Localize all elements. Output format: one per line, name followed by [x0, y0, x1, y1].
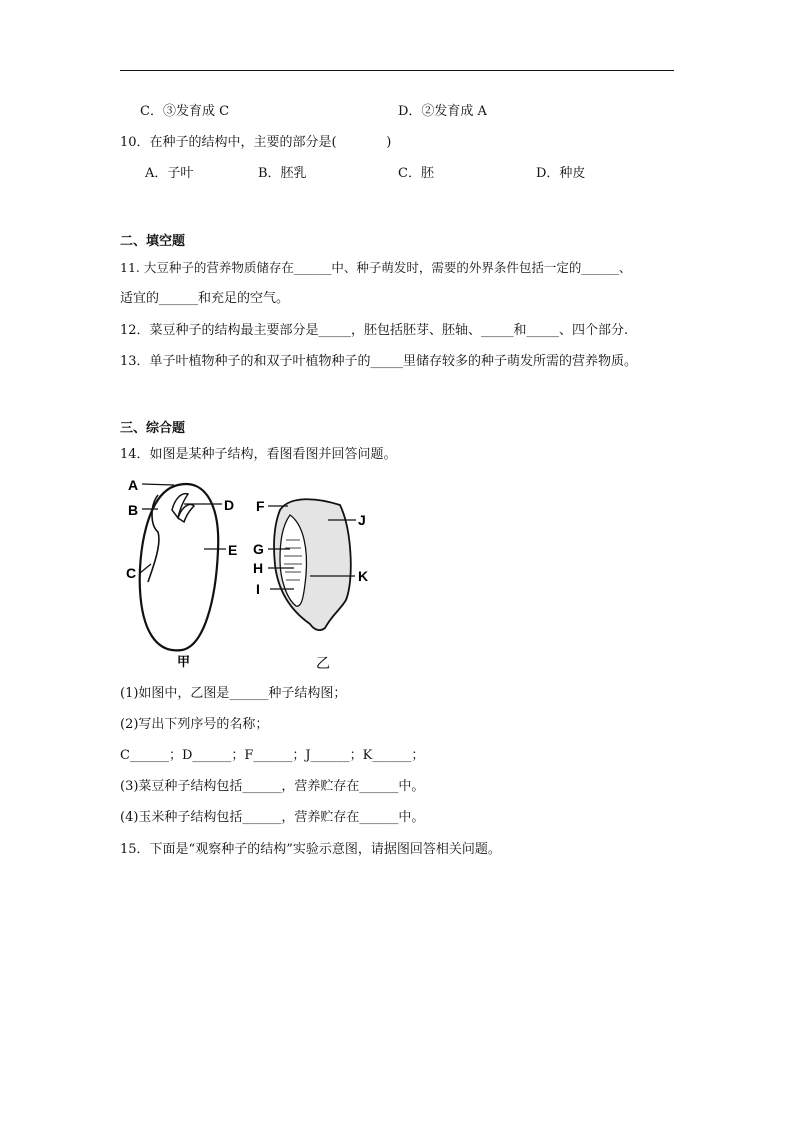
- q12-text: 12．菜豆种子的结构最主要部分是_____，胚包括胚芽、胚轴、_____和_____、四个部分.: [120, 323, 629, 338]
- q10-option-b: B．胚乳: [258, 166, 307, 181]
- q13-text: 13．单子叶植物种子的和双子叶植物种子的_____里储存较多的种子萌发所需的营养物质。: [120, 354, 638, 369]
- q10-option-a: A．子叶: [145, 166, 194, 181]
- label-h: H: [253, 560, 264, 576]
- corn-seed-figure: [268, 499, 356, 630]
- q10-option-c: C．胚: [398, 166, 434, 181]
- section-2-title: 二、填空题: [120, 234, 186, 249]
- q11-line1: 11. 大豆种子的营养物质储存在______中、种子萌发时，需要的外界条件包括一定的______、: [120, 260, 632, 275]
- section-3-title: 三、综合题: [120, 421, 186, 436]
- q14-part3: (3)菜豆种子结构包括______，营养贮存在______中。: [120, 779, 425, 794]
- label-f: F: [256, 498, 265, 514]
- q14-stem: 14．如图是某种子结构，看图看图并回答问题。: [120, 447, 397, 462]
- label-a: A: [128, 477, 139, 493]
- label-c: C: [126, 565, 137, 581]
- label-k: K: [358, 568, 369, 584]
- label-e: E: [228, 542, 238, 558]
- q14-part2: (2)写出下列序号的名称；: [120, 717, 269, 732]
- seed-structure-diagram: [120, 470, 380, 675]
- q14-part4: (4)玉米种子结构包括______，营养贮存在______中。: [120, 810, 425, 825]
- header-rule: [120, 70, 674, 71]
- label-i: I: [256, 581, 260, 597]
- q9-option-d: D．②发育成 A: [398, 104, 487, 119]
- q14-part2-blanks: C______；D______；F______；J______；K______；: [120, 748, 425, 763]
- q14-part1: (1)如图中，乙图是______种子结构图；: [120, 686, 347, 701]
- q9-option-c: C．③发育成 C: [140, 104, 230, 119]
- q10-stem: 10．在种子的结构中，主要的部分是( ): [120, 135, 392, 150]
- label-b: B: [128, 502, 139, 518]
- caption-yi: 乙: [316, 656, 330, 672]
- bean-seed-figure: [140, 484, 226, 650]
- label-j: J: [358, 512, 366, 528]
- q11-line2: 适宜的______和充足的空气。: [120, 291, 290, 306]
- caption-jia: 甲: [177, 655, 191, 670]
- q15-stem: 15．下面是“观察种子的结构”实验示意图，请据图回答相关问题。: [120, 842, 501, 857]
- q10-option-d: D．种皮: [536, 166, 586, 181]
- label-g: G: [253, 541, 264, 557]
- label-d: D: [224, 497, 235, 513]
